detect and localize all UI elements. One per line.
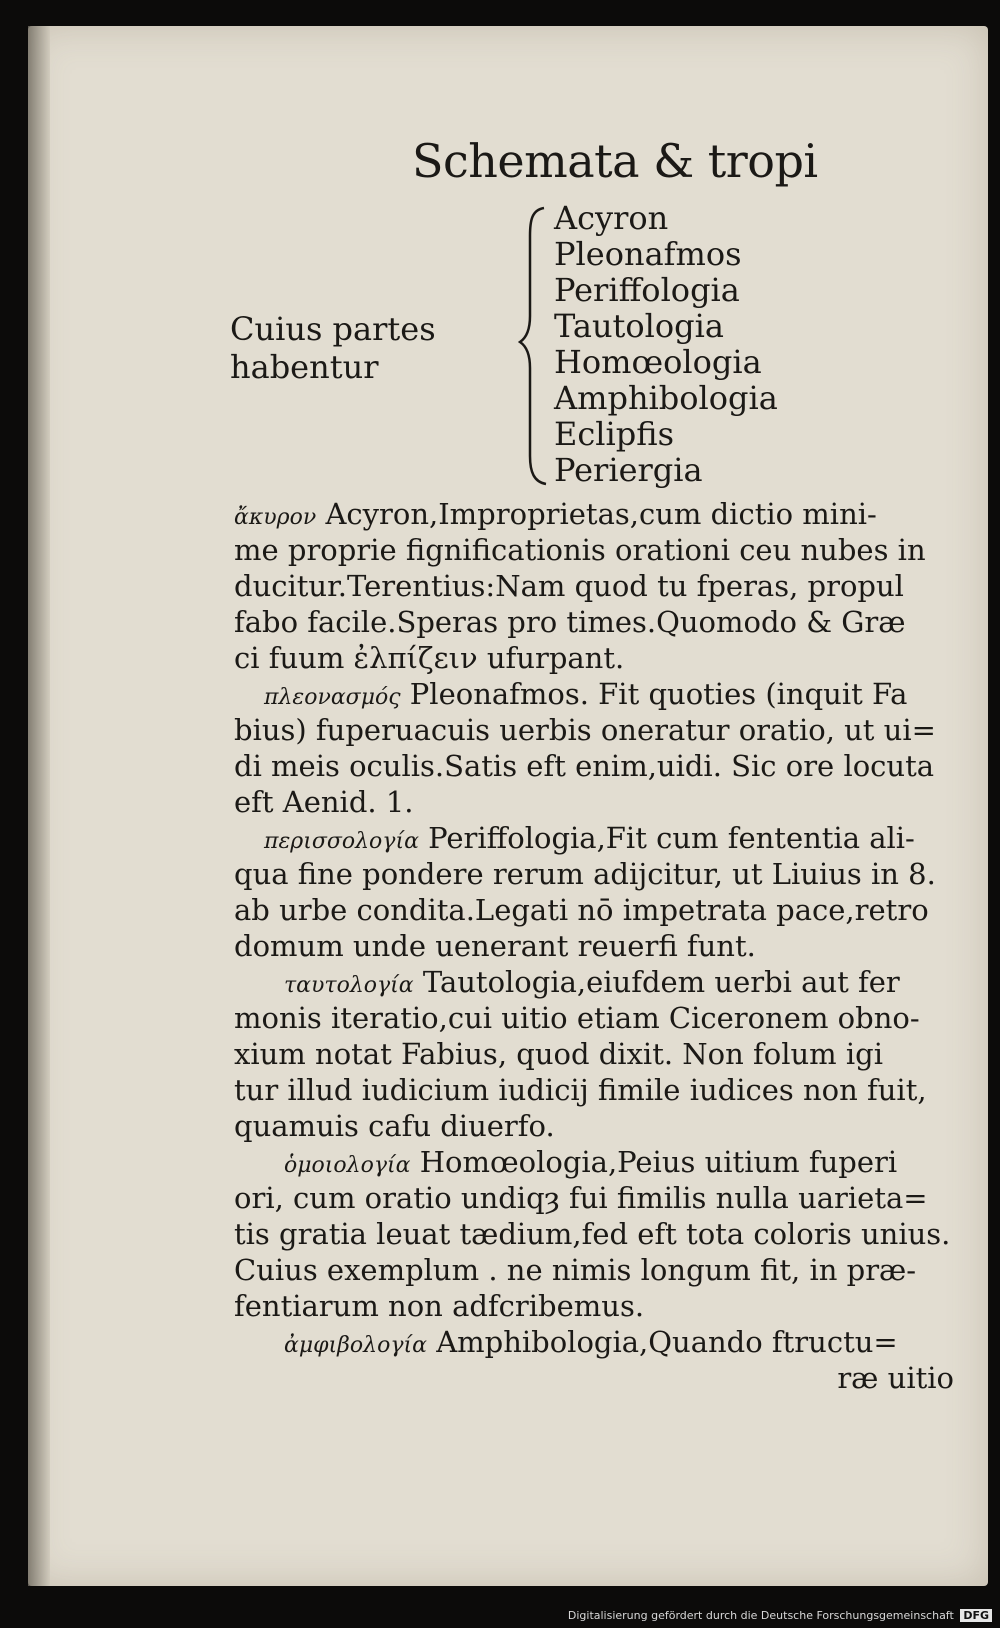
greek-term: πλεονασμός bbox=[264, 685, 401, 710]
text-line: tis gratia leuat tædium,fed eft tota coloris unius. bbox=[234, 1217, 951, 1251]
term-item: Homœologia bbox=[554, 343, 762, 381]
text-line: ori, cum oratio undiqȝ fui fimilis nulla uarieta= bbox=[234, 1181, 928, 1215]
greek-term: ἄκυρον bbox=[234, 505, 317, 530]
greek-term: ὁμοιολογία bbox=[284, 1153, 411, 1178]
text-line: qua fine pondere rerum adijcitur, ut Liuius in 8. bbox=[234, 857, 936, 891]
text-line: di meis oculis.Satis eft enim,uidi. Sic ore locuta bbox=[234, 749, 935, 783]
text-line: ὁμοιολογία Homœologia,Peius uitium fuperi bbox=[284, 1145, 898, 1179]
footer-text: Digitalisierung gefördert durch die Deutsche Forschungsgemeinschaft bbox=[567, 1609, 954, 1622]
greek-term: ἀμφιβολογία bbox=[284, 1333, 427, 1358]
text-line: monis iteratio,cui uitio etiam Ciceronem obno- bbox=[234, 1001, 920, 1035]
text-line: ab urbe condita.Legati nō impetrata pace,retro bbox=[234, 893, 929, 927]
term-item: Acyron bbox=[554, 199, 669, 237]
term-item: Eclipfis bbox=[554, 415, 674, 453]
text-line: quamuis cafu diuerfo. bbox=[234, 1109, 555, 1143]
text-line: ci fuum ἐλπίζειν ufurpant. bbox=[234, 641, 625, 675]
text-line: eft Aenid. 1. bbox=[234, 785, 414, 819]
greek-term: περισσολογία bbox=[264, 829, 419, 854]
dfg-logo: DFG bbox=[960, 1609, 992, 1622]
text-line: domum unde uenerant reuerfi funt. bbox=[234, 929, 756, 963]
text-line: fabo facile.Speras pro times.Quomodo & Græ bbox=[234, 605, 906, 639]
parts-label-line-1: Cuius partes bbox=[230, 310, 436, 348]
term-item: Periffologia bbox=[554, 271, 740, 309]
text-line: Cuius exemplum . ne nimis longum fit, in præ- bbox=[234, 1253, 917, 1287]
text-line: xium notat Fabius, quod dixit. Non folum igi bbox=[234, 1037, 884, 1071]
text-line: fentiarum non adfcribemus. bbox=[234, 1289, 645, 1323]
body-text bbox=[234, 496, 954, 1396]
page-heading: Schemata & tropi bbox=[412, 134, 818, 188]
greek-term: ταυτολογία bbox=[284, 973, 414, 998]
digitization-footer bbox=[568, 1609, 992, 1622]
parts-label bbox=[230, 310, 436, 386]
parts-label-line-2: habentur bbox=[230, 348, 379, 386]
text-line: ἀμφιβολογία Amphibologia,Quando ftructu= bbox=[284, 1325, 898, 1359]
term-item: Periergia bbox=[554, 451, 703, 489]
text-line: tur illud iudicium iudicij fimile iudices non fuit, bbox=[234, 1073, 927, 1107]
term-item: Tautologia bbox=[554, 307, 724, 345]
term-item: Pleonafmos bbox=[554, 235, 742, 273]
terms-list bbox=[554, 200, 778, 488]
catchword-line: ræ uitio bbox=[837, 1361, 954, 1395]
term-item: Amphibologia bbox=[554, 379, 778, 417]
page-gutter-shadow bbox=[28, 26, 50, 1586]
curly-brace bbox=[518, 206, 552, 486]
text-line: πλεονασμός Pleonafmos. Fit quoties (inquit Fa bbox=[264, 677, 908, 711]
text-line: me proprie fignificationis orationi ceu nubes in bbox=[234, 533, 926, 567]
text-line: ducitur.Terentius:Nam quod tu fperas, propul bbox=[234, 569, 904, 603]
text-line: ταυτολογία Tautologia,eiufdem uerbi aut fer bbox=[284, 965, 900, 999]
text-line: bius) fuperuacuis uerbis oneratur oratio, ut ui= bbox=[234, 713, 936, 747]
text-line: ἄκυρον Acyron,Improprietas,cum dictio mini- bbox=[234, 497, 877, 531]
text-line: περισσολογία Periffologia,Fit cum fententia ali- bbox=[264, 821, 915, 855]
